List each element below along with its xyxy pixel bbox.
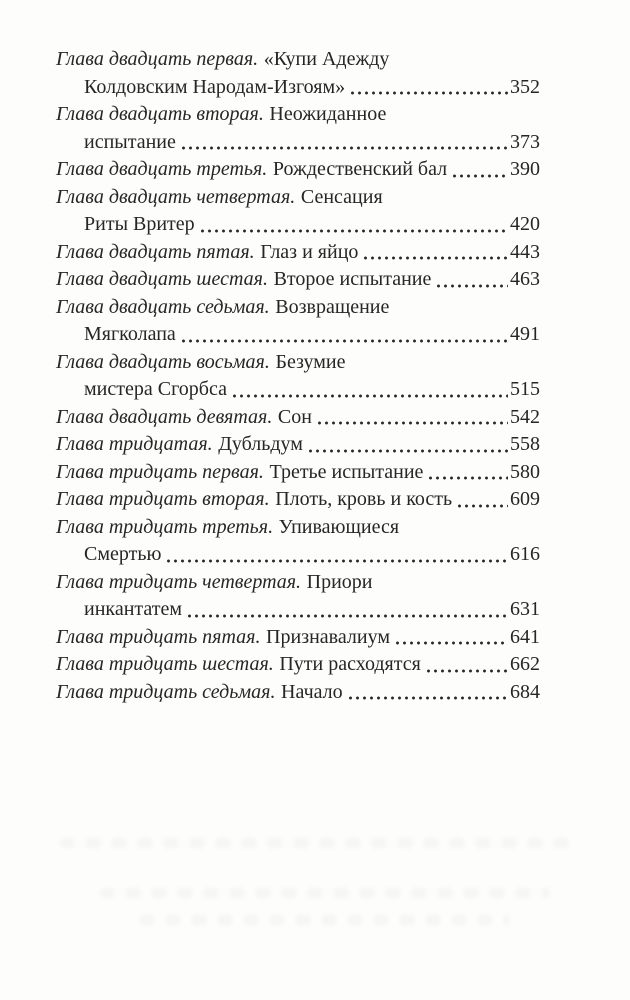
toc-entry [56,651,540,679]
page-number: 352 [510,75,540,98]
chapter-label: Глава тридцать вторая. [56,488,270,510]
chapter-title: Плоть, кровь и кость [275,488,453,510]
toc-entry-text [56,349,346,377]
toc-entry-text [56,294,389,322]
toc-entry [56,101,540,129]
chapter-title: Начало [281,680,343,703]
dot-leader [316,404,508,432]
chapter-label: Глава двадцать первая. [56,48,259,70]
page-number: 390 [510,158,540,180]
dot-leader [199,211,508,239]
page-number: 463 [510,268,540,290]
toc-entry [56,294,540,322]
dot-leader [425,651,508,679]
dot-leader [456,486,508,514]
chapter-title: Безумие [275,350,346,373]
chapter-title-continuation: Колдовским Народам-Изгоям» [84,75,346,98]
page-number: 641 [510,625,540,648]
dot-leader [362,239,508,267]
chapter-title-continuation: испытание [84,130,176,153]
chapter-title: Дубльдум [218,433,303,455]
toc-entry-continuation [56,211,540,239]
toc-entry-text [56,101,386,129]
toc-entry-text [56,156,447,184]
toc-entry-text [56,624,390,652]
dot-leader [347,679,508,707]
page-number: 631 [510,598,540,620]
page-number: 609 [510,488,540,510]
page-number: 662 [510,653,540,675]
chapter-label: Глава тридцать седьмая. [56,680,276,703]
chapter-title: Сон [277,405,312,428]
toc-entry-text [56,184,383,212]
page-number: 580 [510,460,540,483]
chapter-title: Пути расходятся [279,653,421,675]
chapter-label: Глава тридцатая. [56,433,213,455]
toc-entry [56,486,540,514]
chapter-title: Глаз и яйцо [260,240,359,263]
page-number: 616 [510,543,540,565]
toc-entry-text [56,266,431,294]
chapter-title: Третье испытание [269,460,424,483]
chapter-title: Возвращение [275,295,390,318]
chapter-title: Неожиданное [269,103,387,125]
page-showthrough [100,888,550,898]
dot-leader [180,129,508,157]
page-number: 542 [510,405,540,428]
toc-entry-continuation [56,376,540,404]
chapter-title: «Купи Адежду [263,48,390,70]
chapter-title-continuation: инкантатем [84,598,183,620]
chapter-title-continuation: Риты Вритер [84,213,195,235]
chapter-title: Приори [306,570,373,593]
toc-entry-text [56,239,358,267]
toc-entry-text [56,486,452,514]
chapter-title: Второе испытание [273,268,432,290]
chapter-title: Сенсация [300,185,383,208]
chapter-label: Глава двадцать седьмая. [56,295,270,318]
toc-entry-text [56,431,303,459]
toc-entry [56,266,540,294]
chapter-title: Упивающиеся [278,515,400,538]
chapter-label: Глава двадцать вторая. [56,103,264,125]
page-number: 420 [510,213,540,235]
chapter-label: Глава двадцать четвертая. [56,185,296,208]
toc-entry-text [56,679,343,707]
toc-entry [56,514,540,542]
toc-entry [56,156,540,184]
page-number: 515 [510,378,540,400]
dot-leader [427,459,508,487]
chapter-label: Глава двадцать восьмая. [56,350,270,373]
page-number: 558 [510,433,540,455]
dot-leader [435,266,508,294]
page-number: 491 [510,323,540,345]
toc-entry-continuation [56,74,540,102]
toc-entry [56,46,540,74]
chapter-label: Глава тридцать третья. [56,515,274,538]
toc-entry [56,679,540,707]
chapter-title: Признавалиум [266,625,390,648]
chapter-title-continuation: Мягколапа [84,323,176,345]
toc-entry-text [56,651,421,679]
page-number: 373 [510,130,540,153]
page-number: 684 [510,680,540,703]
toc-entry-text [56,459,423,487]
page-showthrough [60,838,570,848]
toc-entry [56,459,540,487]
chapter-title-continuation: мистера Сгорбса [84,378,227,400]
chapter-label: Глава тридцать шестая. [56,653,274,675]
dot-leader [451,156,508,184]
chapter-title: Рождественский бал [272,158,448,180]
toc-entry [56,349,540,377]
toc-entry [56,431,540,459]
page-number: 443 [510,240,540,263]
chapter-label: Глава тридцать первая. [56,460,264,483]
chapter-label: Глава двадцать девятая. [56,405,273,428]
toc-entry-continuation [56,596,540,624]
toc-entry [56,569,540,597]
toc-entry-text [56,404,312,432]
chapter-label: Глава двадцать пятая. [56,240,255,263]
page-showthrough [140,915,510,925]
dot-leader [307,431,508,459]
dot-leader [231,376,508,404]
toc-entry [56,239,540,267]
toc-entry [56,404,540,432]
dot-leader [180,321,508,349]
toc-entry-text [56,46,389,74]
dot-leader [165,541,508,569]
dot-leader [394,624,508,652]
toc-entry-text [56,569,373,597]
chapter-label: Глава двадцать третья. [56,158,268,180]
toc-entry [56,624,540,652]
toc-entry-continuation [56,321,540,349]
toc-entry [56,184,540,212]
chapter-title-continuation: Смертью [84,543,162,565]
dot-leader [349,74,508,102]
chapter-label: Глава тридцать четвертая. [56,570,302,593]
chapter-label: Глава тридцать пятая. [56,625,261,648]
dot-leader [186,596,508,624]
table-of-contents [56,46,540,706]
toc-entry-text [56,514,399,542]
toc-entry-continuation [56,129,540,157]
chapter-label: Глава двадцать шестая. [56,268,268,290]
toc-entry-continuation [56,541,540,569]
